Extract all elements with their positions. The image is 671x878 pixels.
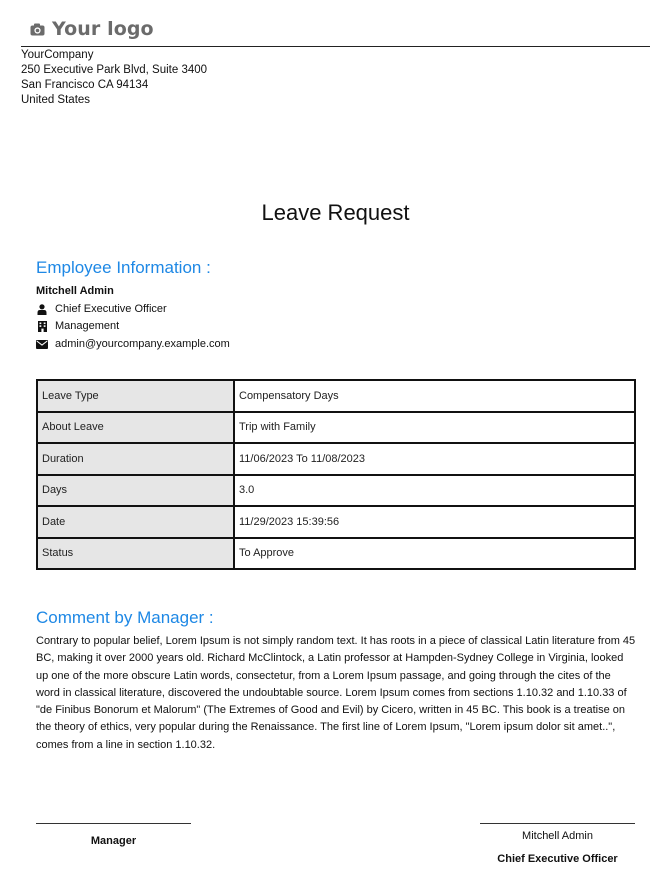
employee-email: admin@yourcompany.example.com	[55, 338, 230, 350]
table-row	[37, 506, 635, 538]
company-name: YourCompany	[21, 49, 94, 61]
employee-section-title: Employee Information :	[36, 258, 211, 277]
table-row	[37, 380, 635, 412]
company-city: San Francisco CA 94134	[21, 79, 149, 91]
days-label: Days	[37, 475, 234, 507]
logo-text: Your logo	[52, 18, 154, 40]
duration-value: 11/06/2023 To 11/08/2023	[234, 443, 635, 475]
table-row	[37, 475, 635, 507]
company-country: United States	[21, 94, 91, 106]
date-value: 11/29/2023 15:39:56	[234, 506, 635, 538]
about-leave-label: About Leave	[37, 412, 234, 444]
comment-section-title: Comment by Manager :	[36, 608, 214, 627]
table-row	[37, 538, 635, 570]
status-label: Status	[37, 538, 234, 570]
manager-signature-line	[36, 823, 191, 824]
document-title: Leave Request	[261, 200, 410, 225]
employee-signature-title: Chief Executive Officer	[497, 853, 618, 865]
employee-department: Management	[55, 320, 120, 332]
building-icon	[36, 320, 48, 332]
envelope-icon	[36, 338, 48, 350]
company-logo	[30, 18, 154, 40]
table-row	[37, 443, 635, 475]
manager-comment: Contrary to popular belief, Lorem Ipsum is not simply random text. It has roots in a piece of classical Latin literature from 45 BC, making it over 2000 years old. Richard McClintock, a Latin professor at Hampden-Sydney College in Virginia, looked up one of the more obscure Latin words, consectetur, from a Lorem Ipsum passage, and going through the cites of the word in classical literature, discovered the undoubtable source. Lorem Ipsum comes from sections 1.10.32 and 1.10.33 of "de Finibus Bonorum et Malorum" (The Extremes of Good and Evil) by Cicero, written in 45 BC. This book is a treatise on the theory of ethics, very popular during the Renaissance. The first line of Lorem Ipsum, "Lorem ipsum dolor sit amet..", comes from a line in section 1.10.32.	[36, 635, 636, 751]
employee-job-title: Chief Executive Officer	[55, 303, 167, 315]
about-leave-value: Trip with Family	[234, 412, 635, 444]
camera-icon	[30, 23, 45, 36]
duration-label: Duration	[37, 443, 234, 475]
company-street: 250 Executive Park Blvd, Suite 3400	[21, 64, 208, 76]
days-value: 3.0	[234, 475, 635, 507]
leave-type-value: Compensatory Days	[234, 380, 635, 412]
employee-signature-line	[480, 823, 635, 824]
employee-department-row	[36, 320, 119, 332]
employee-job-row	[36, 303, 167, 315]
table-row	[37, 412, 635, 444]
company-address	[21, 48, 207, 108]
employee-name: Mitchell Admin	[36, 285, 114, 297]
manager-signature-label: Manager	[90, 835, 137, 847]
leave-type-label: Leave Type	[37, 380, 234, 412]
header-divider	[21, 46, 650, 47]
employee-signature-name: Mitchell Admin	[522, 830, 593, 842]
status-value: To Approve	[234, 538, 635, 570]
leave-details-table	[36, 379, 636, 570]
user-icon	[36, 303, 48, 315]
employee-email-row	[36, 338, 230, 350]
date-label: Date	[37, 506, 234, 538]
